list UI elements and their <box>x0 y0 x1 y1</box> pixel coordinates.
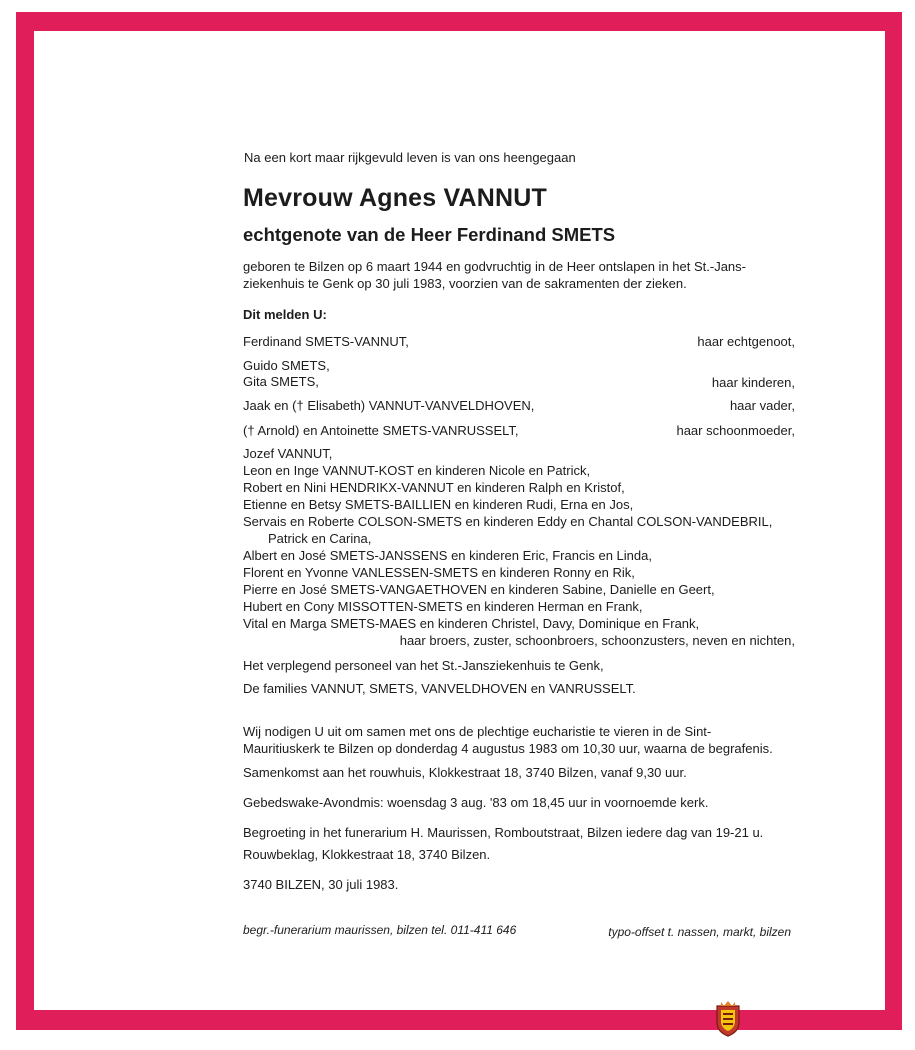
sibling-line-3: Etienne en Betsy SMETS-BAILLIEN en kinderen Rudi, Erna en Jos, <box>243 497 634 512</box>
watermark-site: www.daris.be <box>757 1011 866 1030</box>
footer-printer: typo-offset t. nassen, markt, bilzen <box>608 925 791 939</box>
vigil-line: Gebedswake-Avondmis: woensdag 3 aug. '83 om 18,45 uur in voornoemde kerk. <box>243 795 709 810</box>
announce-heading: Dit melden U: <box>243 307 327 322</box>
siblings-relation: haar broers, zuster, schoonbroers, schoonzusters, neven en nichten, <box>399 633 795 648</box>
sibling-line-10: Vital en Marga SMETS-MAES en kinderen Christel, Davy, Dominique en Frank, <box>243 616 700 631</box>
sibling-line-5: Patrick en Carina, <box>268 531 372 546</box>
sibling-line-6: Albert en José SMETS-JANSSENS en kinderen Eric, Francis en Linda, <box>243 548 652 563</box>
invite-line-1: Wij nodigen U uit om samen met ons de plechtige eucharistie te vieren in de Sint- <box>243 724 712 739</box>
deceased-name: Mevrouw Agnes VANNUT <box>243 184 548 212</box>
condolence-line: Rouwbeklag, Klokkestraat 18, 3740 Bilzen. <box>243 847 491 862</box>
family-relation-2: haar kinderen, <box>711 375 795 390</box>
place-date: 3740 BILZEN, 30 juli 1983. <box>243 877 399 892</box>
gathering-line: Samenkomst aan het rouwhuis, Klokkestraat 18, 3740 Bilzen, vanaf 9,30 uur. <box>243 765 687 780</box>
sibling-line-7: Florent en Yvonne VANLESSEN-SMETS en kinderen Ronny en Rik, <box>243 565 635 580</box>
footer-funerarium: begr.-funerarium maurissen, bilzen tel. 011-411 646 <box>243 923 517 937</box>
family-name-2: Gita SMETS, <box>243 374 319 389</box>
family-name-0: Ferdinand SMETS-VANNUT, <box>243 334 409 349</box>
family-relation-0: haar echtgenoot, <box>697 334 795 349</box>
sibling-line-0: Jozef VANNUT, <box>243 446 333 461</box>
sibling-line-1: Leon en Inge VANNUT-KOST en kinderen Nicole en Patrick, <box>243 463 591 478</box>
sibling-line-4: Servais en Roberte COLSON-SMETS en kinderen Eddy en Chantal COLSON-VANDEBRIL, <box>243 514 773 529</box>
families-line: De families VANNUT, SMETS, VANVELDHOVEN en VANRUSSELT. <box>243 681 636 696</box>
family-relation-4: haar schoonmoeder, <box>676 423 795 438</box>
sibling-line-2: Robert en Nini HENDRIKX-VANNUT en kinderen Ralph en Kristof, <box>243 480 625 495</box>
birth-line-2: ziekenhuis te Genk op 30 juli 1983, voorzien van de sakramenten der zieken. <box>243 276 687 291</box>
birth-line-1: geboren te Bilzen op 6 maart 1944 en godvruchtig in de Heer ontslapen in het St.-Jans- <box>243 259 746 274</box>
family-relation-3: haar vader, <box>729 398 795 413</box>
crest-logo-icon <box>713 1000 743 1038</box>
invite-line-2: Mauritiuskerk te Bilzen op donderdag 4 augustus 1983 om 10,30 uur, waarna de begrafenis. <box>243 741 773 756</box>
viewing-line: Begroeting in het funerarium H. Maurissen, Romboutstraat, Bilzen iedere dag van 19-21 u. <box>243 825 764 840</box>
intro-text: Na een kort maar rijkgevuld leven is van ons heengegaan <box>244 150 576 165</box>
family-name-1: Guido SMETS, <box>243 358 330 373</box>
spouse-line: echtgenote van de Heer Ferdinand SMETS <box>243 224 616 245</box>
staff-line: Het verplegend personeel van het St.-Jansziekenhuis te Genk, <box>243 658 604 673</box>
sibling-line-9: Hubert en Cony MISSOTTEN-SMETS en kinderen Herman en Frank, <box>243 599 643 614</box>
family-name-3: Jaak en († Elisabeth) VANNUT-VANVELDHOVEN, <box>243 398 535 413</box>
family-name-4: († Arnold) en Antoinette SMETS-VANRUSSELT, <box>243 423 519 438</box>
sibling-line-8: Pierre en José SMETS-VANGAETHOVEN en kinderen Sabine, Danielle en Geert, <box>243 582 715 597</box>
